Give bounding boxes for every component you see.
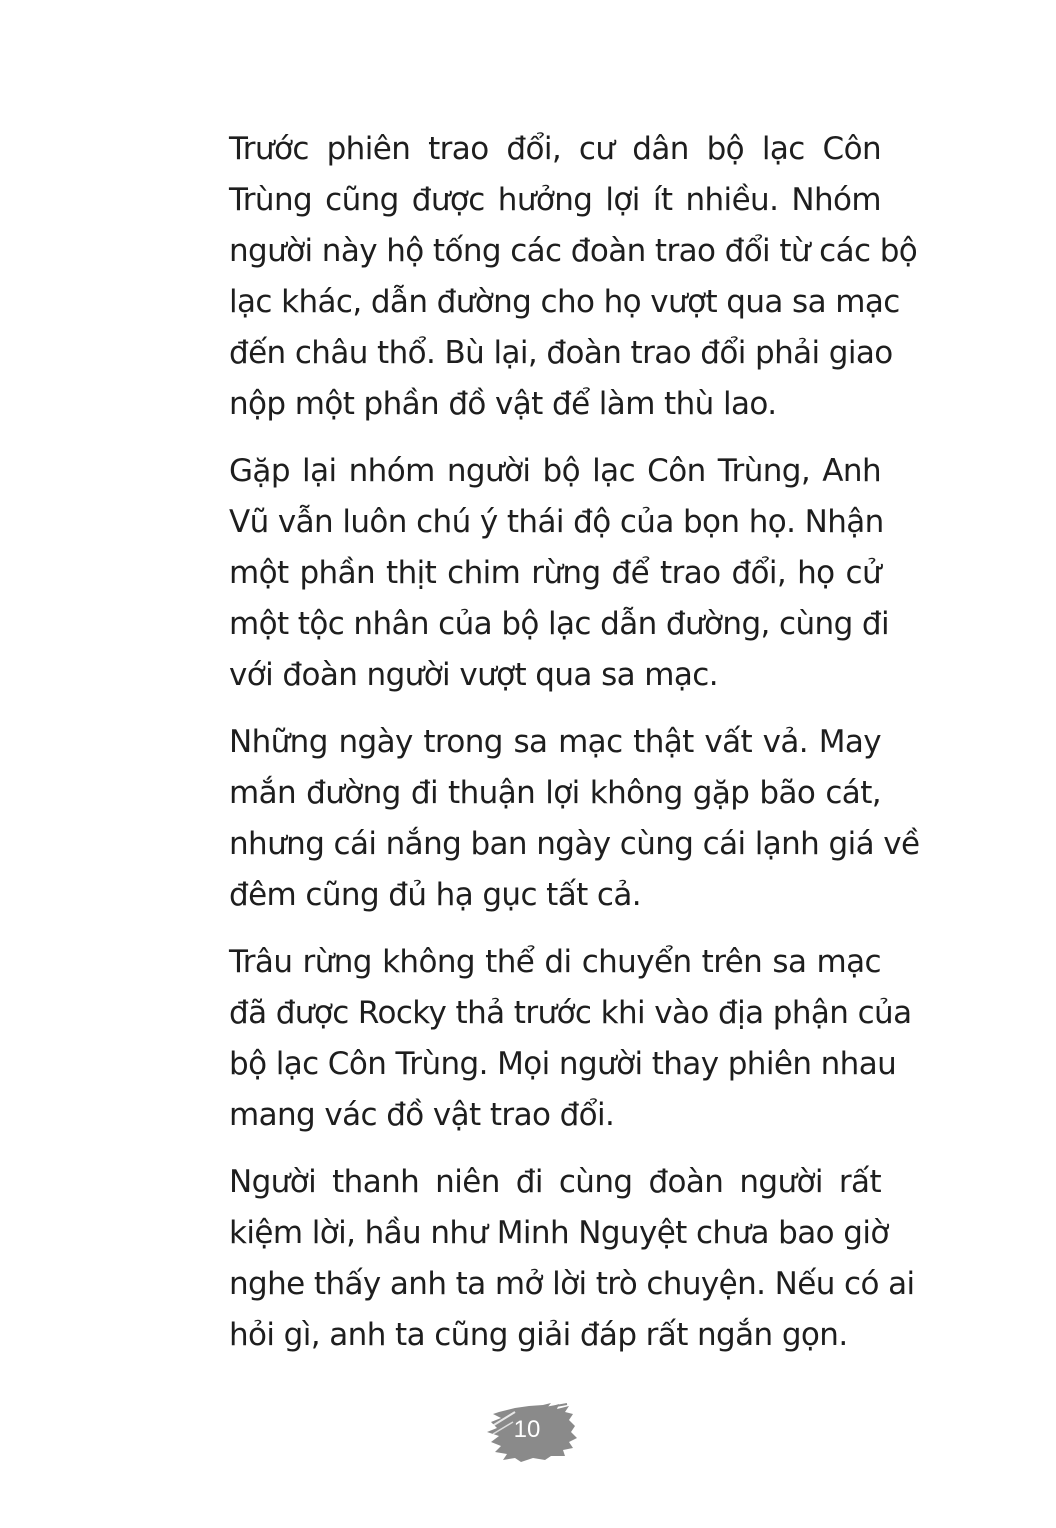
page-number-badge xyxy=(485,1402,580,1464)
text-line: đêm cũng đủ hạ gục tất cả. xyxy=(229,877,642,913)
text-line: Người thanh niên đi cùng đoàn người rất xyxy=(229,1164,881,1200)
text-line: đã được Rocky thả trước khi vào địa phận của xyxy=(229,995,912,1031)
text-line: bộ lạc Côn Trùng. Mọi người thay phiên nhau xyxy=(229,1046,897,1082)
text-line: Trùng cũng được hưởng lợi ít nhiều. Nhóm xyxy=(229,182,881,218)
text-line: nộp một phần đồ vật để làm thù lao. xyxy=(229,386,777,422)
text-line: với đoàn người vượt qua sa mạc. xyxy=(229,657,718,693)
page-number: 10 xyxy=(513,1416,541,1443)
text-line: mang vác đồ vật trao đổi. xyxy=(229,1097,615,1133)
text-line: Gặp lại nhóm người bộ lạc Côn Trùng, Anh xyxy=(229,453,881,489)
text-line: người này hộ tống các đoàn trao đổi từ các bộ xyxy=(229,233,918,269)
paragraph-3 xyxy=(173,717,920,921)
text-line: Vũ vẫn luôn chú ý thái độ của bọn họ. Nhận xyxy=(229,504,884,540)
text-line: lạc khác, dẫn đường cho họ vượt qua sa mạc xyxy=(229,284,900,320)
text-line: Những ngày trong sa mạc thật vất vả. May xyxy=(229,724,881,760)
text-line: đến châu thổ. Bù lại, đoàn trao đổi phải giao xyxy=(229,335,893,371)
paragraph-5 xyxy=(173,1157,915,1361)
text-line: kiệm lời, hầu như Minh Nguyệt chưa bao giờ xyxy=(229,1215,889,1251)
paragraph-1 xyxy=(173,124,918,430)
text-line: Trâu rừng không thể di chuyển trên sa mạc xyxy=(229,944,881,980)
page-body xyxy=(173,124,920,1377)
text-line: một tộc nhân của bộ lạc dẫn đường, cùng đi xyxy=(229,606,889,642)
text-line: mắn đường đi thuận lợi không gặp bão cát, xyxy=(229,775,881,811)
paragraph-2 xyxy=(173,446,889,701)
text-line: một phần thịt chim rừng để trao đổi, họ cử xyxy=(229,555,881,591)
text-line: nghe thấy anh ta mở lời trò chuyện. Nếu có ai xyxy=(229,1266,915,1302)
text-line: hỏi gì, anh ta cũng giải đáp rất ngắn gọn. xyxy=(229,1317,848,1353)
text-line: Trước phiên trao đổi, cư dân bộ lạc Côn xyxy=(229,131,881,167)
paragraph-4 xyxy=(173,937,912,1141)
text-line: nhưng cái nắng ban ngày cùng cái lạnh giá về xyxy=(229,826,920,862)
